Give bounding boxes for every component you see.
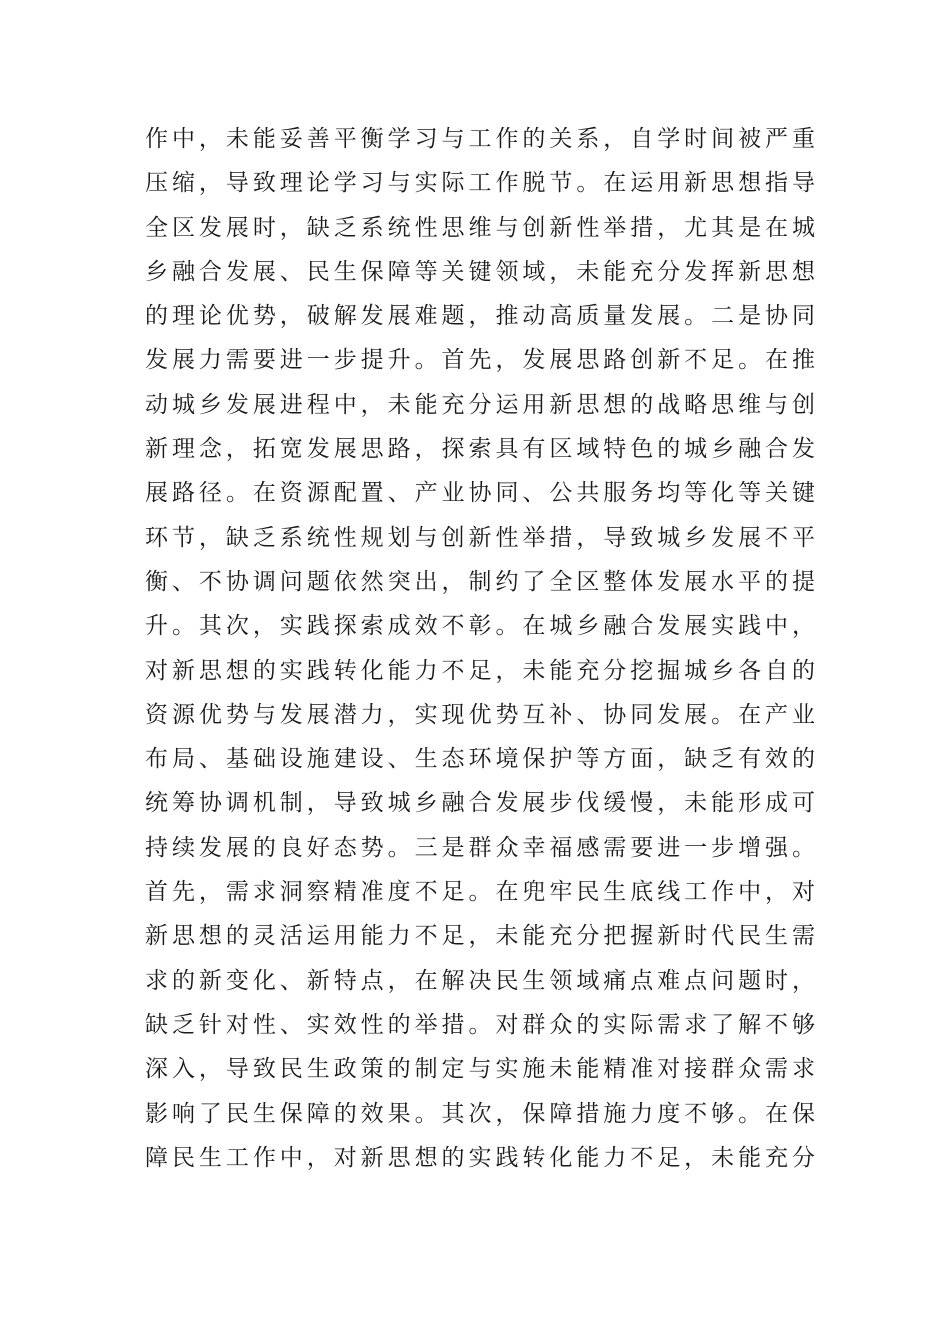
text-line: 作中，未能妥善平衡学习与工作的关系，自学时间被严重 [145, 126, 815, 152]
text-line: 持续发展的良好态势。三是群众幸福感需要进一步增强。 [145, 834, 815, 861]
text-line: 乡融合发展、民生保障等关键领域，未能充分发挥新思想 [145, 258, 815, 285]
text-line: 新理念，拓宽发展思路，探索具有区域特色的城乡融合发 [145, 436, 815, 463]
text-line: 影响了民生保障的效果。其次，保障措施力度不够。在保 [145, 1100, 815, 1127]
text-line: 统筹协调机制，导致城乡融合发展步伐缓慢，未能形成可 [145, 790, 815, 817]
text-line: 的理论优势，破解发展难题，推动高质量发展。二是协同 [145, 303, 815, 330]
text-line: 全区发展时，缺乏系统性思维与创新性举措，尤其是在城 [145, 214, 815, 241]
text-line: 动城乡发展进程中，未能充分运用新思想的战略思维与创 [145, 391, 815, 418]
text-line: 新思想的灵活运用能力不足，未能充分把握新时代民生需 [145, 923, 815, 950]
text-line: 深入，导致民生政策的制定与实施未能精准对接群众需求 [145, 1056, 815, 1083]
text-line: 缺乏针对性、实效性的举措。对群众的实际需求了解不够 [145, 1011, 815, 1038]
text-line: 环节，缺乏系统性规划与创新性举措，导致城乡发展不平 [145, 524, 815, 551]
text-line: 展路径。在资源配置、产业协同、公共服务均等化等关键 [145, 480, 815, 507]
text-line: 布局、基础设施建设、生态环境保护等方面，缺乏有效的 [145, 746, 815, 773]
text-line: 首先，需求洞察精准度不足。在兜牢民生底线工作中，对 [145, 879, 815, 906]
text-line: 压缩，导致理论学习与实际工作脱节。在运用新思想指导 [145, 170, 815, 197]
body-paragraph [145, 117, 815, 1180]
text-line: 发展力需要进一步提升。首先，发展思路创新不足。在推 [145, 347, 815, 374]
text-line: 对新思想的实践转化能力不足，未能充分挖掘城乡各自的 [145, 657, 815, 684]
text-line: 升。其次，实践探索成效不彰。在城乡融合发展实践中， [145, 613, 815, 640]
text-line: 求的新变化、新特点，在解决民生领域痛点难点问题时， [145, 967, 815, 994]
text-line: 衡、不协调问题依然突出，制约了全区整体发展水平的提 [145, 568, 815, 595]
text-line: 障民生工作中，对新思想的实践转化能力不足，未能充分 [145, 1144, 815, 1171]
text-line: 资源优势与发展潜力，实现优势互补、协同发展。在产业 [145, 701, 815, 728]
